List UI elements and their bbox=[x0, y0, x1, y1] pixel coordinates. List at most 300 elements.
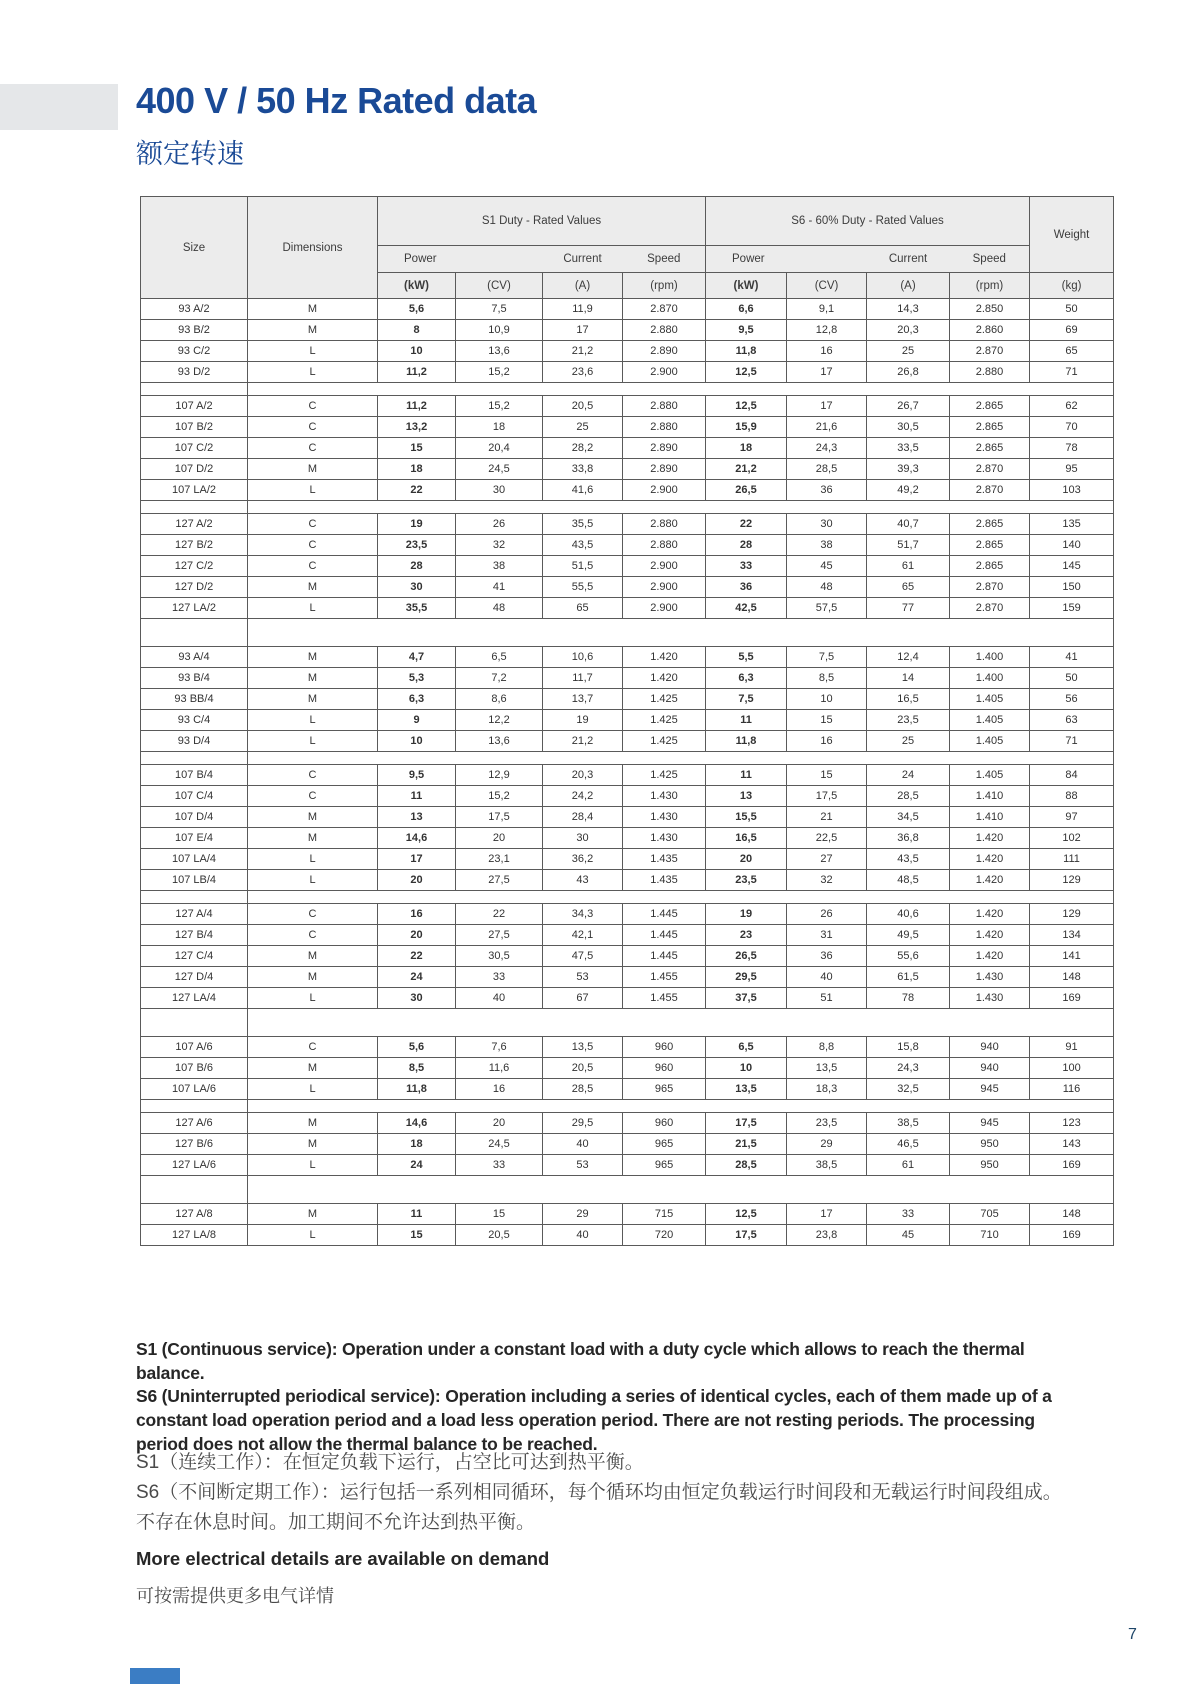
s6-speed-cell: 1.420 bbox=[950, 849, 1030, 870]
separator-cell bbox=[248, 891, 1114, 904]
s1-power-cv-cell: 20,5 bbox=[456, 1225, 543, 1246]
s6-current-cell: 61,5 bbox=[867, 967, 950, 988]
s1-power-cv-cell: 16 bbox=[456, 1079, 543, 1100]
group-separator-row bbox=[141, 619, 1114, 647]
s6-current-cell: 55,6 bbox=[867, 946, 950, 967]
weight-cell: 100 bbox=[1030, 1058, 1114, 1079]
s1-power-kw-cell: 14,6 bbox=[378, 1113, 456, 1134]
dimensions-cell: M bbox=[248, 1204, 378, 1225]
dimensions-cell: C bbox=[248, 396, 378, 417]
separator-cell bbox=[248, 619, 1114, 647]
s6-speed-cell: 2.865 bbox=[950, 438, 1030, 459]
s1-current-cell: 55,5 bbox=[543, 577, 623, 598]
s1-power-kw-cell: 5,3 bbox=[378, 668, 456, 689]
s6-power-cv-cell: 21,6 bbox=[787, 417, 867, 438]
s6-current-cell: 15,8 bbox=[867, 1037, 950, 1058]
s6-power-kw-cell: 19 bbox=[706, 904, 787, 925]
note-s6-chinese: S6（不间断定期工作）：运行包括一系列相同循环，每个循环均由恒定负载运行时间段和无载运行时间段组成。不存在休息时间。加工期间不允许达到热平衡。 bbox=[136, 1482, 1062, 1534]
s1-current-cell: 10,6 bbox=[543, 647, 623, 668]
weight-cell: 123 bbox=[1030, 1113, 1114, 1134]
col-header-s1-speed: Speed bbox=[623, 246, 706, 273]
size-cell: 93 C/4 bbox=[141, 710, 248, 731]
s1-power-cv-cell: 10,9 bbox=[456, 320, 543, 341]
s1-speed-cell: 960 bbox=[623, 1058, 706, 1079]
table-row bbox=[141, 710, 1114, 731]
s1-current-cell: 13,5 bbox=[543, 1037, 623, 1058]
s1-power-cv-cell: 6,5 bbox=[456, 647, 543, 668]
s1-power-kw-cell: 16 bbox=[378, 904, 456, 925]
page-edge-tab bbox=[0, 84, 118, 130]
s6-power-cv-cell: 27 bbox=[787, 849, 867, 870]
size-cell: 127 B/4 bbox=[141, 925, 248, 946]
s1-power-cv-cell: 24,5 bbox=[456, 459, 543, 480]
s6-power-kw-cell: 9,5 bbox=[706, 320, 787, 341]
s1-power-kw-cell: 18 bbox=[378, 459, 456, 480]
size-cell: 127 A/8 bbox=[141, 1204, 248, 1225]
col-header-weight: Weight bbox=[1030, 197, 1114, 273]
dimensions-cell: C bbox=[248, 786, 378, 807]
dimensions-cell: C bbox=[248, 556, 378, 577]
s1-current-cell: 51,5 bbox=[543, 556, 623, 577]
separator-cell bbox=[248, 1100, 1114, 1113]
s1-current-cell: 20,5 bbox=[543, 1058, 623, 1079]
s1-speed-cell: 960 bbox=[623, 1037, 706, 1058]
s6-power-kw-cell: 12,5 bbox=[706, 1204, 787, 1225]
weight-cell: 78 bbox=[1030, 438, 1114, 459]
weight-cell: 169 bbox=[1030, 1225, 1114, 1246]
s6-power-kw-cell: 16,5 bbox=[706, 828, 787, 849]
s1-current-cell: 28,4 bbox=[543, 807, 623, 828]
size-cell: 127 A/2 bbox=[141, 514, 248, 535]
s1-current-cell: 21,2 bbox=[543, 341, 623, 362]
s1-power-kw-cell: 11 bbox=[378, 1204, 456, 1225]
s6-power-cv-cell: 17 bbox=[787, 396, 867, 417]
s6-power-cv-cell: 38,5 bbox=[787, 1155, 867, 1176]
size-cell: 127 A/4 bbox=[141, 904, 248, 925]
s1-power-cv-cell: 48 bbox=[456, 598, 543, 619]
s6-current-cell: 26,7 bbox=[867, 396, 950, 417]
s1-speed-cell: 1.430 bbox=[623, 786, 706, 807]
weight-cell: 56 bbox=[1030, 689, 1114, 710]
s6-power-kw-cell: 42,5 bbox=[706, 598, 787, 619]
s1-power-cv-cell: 41 bbox=[456, 577, 543, 598]
weight-cell: 63 bbox=[1030, 710, 1114, 731]
s6-power-cv-cell: 31 bbox=[787, 925, 867, 946]
s6-speed-cell: 2.865 bbox=[950, 535, 1030, 556]
s1-power-cv-cell: 20,4 bbox=[456, 438, 543, 459]
dimensions-cell: C bbox=[248, 765, 378, 786]
s6-speed-cell: 1.410 bbox=[950, 807, 1030, 828]
s6-current-cell: 25 bbox=[867, 731, 950, 752]
weight-cell: 148 bbox=[1030, 1204, 1114, 1225]
dimensions-cell: M bbox=[248, 299, 378, 320]
s1-power-kw-cell: 10 bbox=[378, 731, 456, 752]
s6-current-cell: 43,5 bbox=[867, 849, 950, 870]
s6-current-cell: 23,5 bbox=[867, 710, 950, 731]
separator-cell bbox=[141, 1009, 248, 1037]
s6-speed-cell: 1.430 bbox=[950, 967, 1030, 988]
table-row bbox=[141, 556, 1114, 577]
s6-current-cell: 24 bbox=[867, 765, 950, 786]
s1-power-cv-cell: 7,2 bbox=[456, 668, 543, 689]
table-row bbox=[141, 1079, 1114, 1100]
s1-power-kw-cell: 22 bbox=[378, 946, 456, 967]
s1-speed-cell: 1.430 bbox=[623, 828, 706, 849]
size-cell: 127 B/6 bbox=[141, 1134, 248, 1155]
s6-speed-cell: 1.405 bbox=[950, 689, 1030, 710]
s6-power-cv-cell: 57,5 bbox=[787, 598, 867, 619]
s6-speed-cell: 940 bbox=[950, 1037, 1030, 1058]
s1-speed-cell: 1.430 bbox=[623, 807, 706, 828]
s1-power-cv-cell: 30 bbox=[456, 480, 543, 501]
s1-power-kw-cell: 19 bbox=[378, 514, 456, 535]
dimensions-cell: L bbox=[248, 598, 378, 619]
dimensions-cell: L bbox=[248, 710, 378, 731]
weight-cell: 134 bbox=[1030, 925, 1114, 946]
s1-power-kw-cell: 9,5 bbox=[378, 765, 456, 786]
s1-power-cv-cell: 24,5 bbox=[456, 1134, 543, 1155]
table-row bbox=[141, 946, 1114, 967]
size-cell: 93 D/4 bbox=[141, 731, 248, 752]
s1-speed-cell: 1.425 bbox=[623, 689, 706, 710]
dimensions-cell: M bbox=[248, 828, 378, 849]
s1-power-kw-cell: 35,5 bbox=[378, 598, 456, 619]
s1-power-cv-cell: 30,5 bbox=[456, 946, 543, 967]
s1-current-cell: 25 bbox=[543, 417, 623, 438]
s6-speed-cell: 1.410 bbox=[950, 786, 1030, 807]
dimensions-cell: L bbox=[248, 480, 378, 501]
s6-power-kw-cell: 21,5 bbox=[706, 1134, 787, 1155]
s6-power-kw-cell: 37,5 bbox=[706, 988, 787, 1009]
size-cell: 107 C/2 bbox=[141, 438, 248, 459]
s1-current-cell: 41,6 bbox=[543, 480, 623, 501]
more-details-chinese: 可按需提供更多电气详情 bbox=[136, 1586, 334, 1606]
s6-current-cell: 38,5 bbox=[867, 1113, 950, 1134]
weight-cell: 91 bbox=[1030, 1037, 1114, 1058]
separator-cell bbox=[248, 1176, 1114, 1204]
s6-current-cell: 26,8 bbox=[867, 362, 950, 383]
s6-current-cell: 30,5 bbox=[867, 417, 950, 438]
s6-current-cell: 33,5 bbox=[867, 438, 950, 459]
s6-speed-cell: 945 bbox=[950, 1113, 1030, 1134]
s6-speed-cell: 1.420 bbox=[950, 904, 1030, 925]
table-row bbox=[141, 1155, 1114, 1176]
size-cell: 93 BB/4 bbox=[141, 689, 248, 710]
s1-speed-cell: 2.870 bbox=[623, 299, 706, 320]
s1-speed-cell: 1.445 bbox=[623, 946, 706, 967]
dimensions-cell: M bbox=[248, 459, 378, 480]
weight-cell: 129 bbox=[1030, 870, 1114, 891]
s1-speed-cell: 2.890 bbox=[623, 438, 706, 459]
dimensions-cell: C bbox=[248, 438, 378, 459]
s6-power-kw-cell: 23,5 bbox=[706, 870, 787, 891]
size-cell: 127 C/4 bbox=[141, 946, 248, 967]
s6-speed-cell: 2.865 bbox=[950, 417, 1030, 438]
s1-current-cell: 40 bbox=[543, 1134, 623, 1155]
table-row bbox=[141, 786, 1114, 807]
s1-current-cell: 17 bbox=[543, 320, 623, 341]
s1-speed-cell: 720 bbox=[623, 1225, 706, 1246]
s1-power-kw-cell: 13 bbox=[378, 807, 456, 828]
s1-speed-cell: 1.425 bbox=[623, 710, 706, 731]
dimensions-cell: M bbox=[248, 1113, 378, 1134]
s6-power-kw-cell: 13,5 bbox=[706, 1079, 787, 1100]
size-cell: 93 D/2 bbox=[141, 362, 248, 383]
size-cell: 107 LA/2 bbox=[141, 480, 248, 501]
s6-current-cell: 77 bbox=[867, 598, 950, 619]
table-row bbox=[141, 1037, 1114, 1058]
s1-speed-cell: 2.900 bbox=[623, 362, 706, 383]
s1-power-kw-cell: 24 bbox=[378, 967, 456, 988]
s1-speed-cell: 1.425 bbox=[623, 765, 706, 786]
size-cell: 107 C/4 bbox=[141, 786, 248, 807]
unit-header-s6-a: (A) bbox=[867, 273, 950, 299]
size-cell: 127 C/2 bbox=[141, 556, 248, 577]
s1-power-cv-cell: 27,5 bbox=[456, 870, 543, 891]
s6-power-kw-cell: 11 bbox=[706, 765, 787, 786]
s6-power-cv-cell: 30 bbox=[787, 514, 867, 535]
size-cell: 127 LA/6 bbox=[141, 1155, 248, 1176]
weight-cell: 145 bbox=[1030, 556, 1114, 577]
s6-power-cv-cell: 13,5 bbox=[787, 1058, 867, 1079]
page-subtitle-chinese: 额定转速 bbox=[136, 139, 244, 169]
dimensions-cell: M bbox=[248, 647, 378, 668]
s1-speed-cell: 2.900 bbox=[623, 598, 706, 619]
weight-cell: 50 bbox=[1030, 668, 1114, 689]
separator-cell bbox=[141, 619, 248, 647]
s1-current-cell: 65 bbox=[543, 598, 623, 619]
dimensions-cell: C bbox=[248, 514, 378, 535]
dimensions-cell: C bbox=[248, 925, 378, 946]
dimensions-cell: M bbox=[248, 807, 378, 828]
s1-speed-cell: 1.455 bbox=[623, 988, 706, 1009]
size-cell: 127 D/2 bbox=[141, 577, 248, 598]
dimensions-cell: C bbox=[248, 904, 378, 925]
s1-power-kw-cell: 11,2 bbox=[378, 362, 456, 383]
dimensions-cell: L bbox=[248, 988, 378, 1009]
dimensions-cell: M bbox=[248, 967, 378, 988]
s1-power-cv-cell: 15,2 bbox=[456, 396, 543, 417]
s6-speed-cell: 2.850 bbox=[950, 299, 1030, 320]
size-cell: 107 B/6 bbox=[141, 1058, 248, 1079]
s1-power-cv-cell: 22 bbox=[456, 904, 543, 925]
group-separator-row bbox=[141, 1009, 1114, 1037]
s1-power-kw-cell: 4,7 bbox=[378, 647, 456, 668]
s1-current-cell: 30 bbox=[543, 828, 623, 849]
s1-power-kw-cell: 11,2 bbox=[378, 396, 456, 417]
s1-speed-cell: 2.880 bbox=[623, 417, 706, 438]
size-cell: 127 A/6 bbox=[141, 1113, 248, 1134]
weight-cell: 116 bbox=[1030, 1079, 1114, 1100]
s6-power-cv-cell: 23,5 bbox=[787, 1113, 867, 1134]
s6-current-cell: 12,4 bbox=[867, 647, 950, 668]
s1-power-cv-cell: 15,2 bbox=[456, 362, 543, 383]
weight-cell: 62 bbox=[1030, 396, 1114, 417]
table-row bbox=[141, 396, 1114, 417]
s6-current-cell: 14,3 bbox=[867, 299, 950, 320]
dimensions-cell: C bbox=[248, 417, 378, 438]
dimensions-cell: L bbox=[248, 362, 378, 383]
s1-power-cv-cell: 40 bbox=[456, 988, 543, 1009]
size-cell: 107 D/2 bbox=[141, 459, 248, 480]
unit-header-weight-kg: (kg) bbox=[1030, 273, 1114, 299]
s6-speed-cell: 1.430 bbox=[950, 988, 1030, 1009]
s1-power-kw-cell: 8 bbox=[378, 320, 456, 341]
s6-power-kw-cell: 23 bbox=[706, 925, 787, 946]
table-row bbox=[141, 598, 1114, 619]
s6-current-cell: 34,5 bbox=[867, 807, 950, 828]
s1-current-cell: 47,5 bbox=[543, 946, 623, 967]
s1-current-cell: 29 bbox=[543, 1204, 623, 1225]
size-cell: 127 LA/8 bbox=[141, 1225, 248, 1246]
table-row bbox=[141, 417, 1114, 438]
table-row bbox=[141, 967, 1114, 988]
weight-cell: 95 bbox=[1030, 459, 1114, 480]
s1-power-cv-cell: 20 bbox=[456, 1113, 543, 1134]
s1-power-kw-cell: 5,6 bbox=[378, 299, 456, 320]
weight-cell: 65 bbox=[1030, 341, 1114, 362]
s1-speed-cell: 2.890 bbox=[623, 341, 706, 362]
s1-current-cell: 36,2 bbox=[543, 849, 623, 870]
s6-power-cv-cell: 32 bbox=[787, 870, 867, 891]
s1-current-cell: 28,5 bbox=[543, 1079, 623, 1100]
s1-current-cell: 20,5 bbox=[543, 396, 623, 417]
s1-current-cell: 40 bbox=[543, 1225, 623, 1246]
s1-power-kw-cell: 15 bbox=[378, 1225, 456, 1246]
group-separator-row bbox=[141, 1176, 1114, 1204]
dimensions-cell: L bbox=[248, 1079, 378, 1100]
s6-current-cell: 40,7 bbox=[867, 514, 950, 535]
s1-current-cell: 67 bbox=[543, 988, 623, 1009]
table-row bbox=[141, 1225, 1114, 1246]
s6-speed-cell: 2.865 bbox=[950, 514, 1030, 535]
s6-speed-cell: 1.420 bbox=[950, 946, 1030, 967]
separator-cell bbox=[248, 1009, 1114, 1037]
s6-current-cell: 16,5 bbox=[867, 689, 950, 710]
table-row bbox=[141, 870, 1114, 891]
s6-power-kw-cell: 15,5 bbox=[706, 807, 787, 828]
s6-power-cv-cell: 8,5 bbox=[787, 668, 867, 689]
s6-power-cv-cell: 12,8 bbox=[787, 320, 867, 341]
s1-power-kw-cell: 18 bbox=[378, 1134, 456, 1155]
table-row bbox=[141, 731, 1114, 752]
weight-cell: 70 bbox=[1030, 417, 1114, 438]
s6-current-cell: 36,8 bbox=[867, 828, 950, 849]
col-header-s6-speed: Speed bbox=[950, 246, 1030, 273]
s1-power-cv-cell: 27,5 bbox=[456, 925, 543, 946]
more-details-english: More electrical details are available on demand bbox=[136, 1548, 550, 1569]
weight-cell: 71 bbox=[1030, 362, 1114, 383]
s1-power-cv-cell: 7,5 bbox=[456, 299, 543, 320]
note-s6-english: S6 (Uninterrupted periodical service): Operation including a series of identical cycles, each of them made up of a constant load operation period and a load less operation period. There are not resting periods. The processing period does not allow the thermal balance to be reached. bbox=[136, 1386, 1052, 1454]
s6-current-cell: 61 bbox=[867, 1155, 950, 1176]
s6-power-kw-cell: 18 bbox=[706, 438, 787, 459]
s6-power-kw-cell: 28,5 bbox=[706, 1155, 787, 1176]
s6-power-kw-cell: 26,5 bbox=[706, 480, 787, 501]
s1-current-cell: 53 bbox=[543, 967, 623, 988]
s6-current-cell: 40,6 bbox=[867, 904, 950, 925]
s6-power-cv-cell: 16 bbox=[787, 341, 867, 362]
s6-current-cell: 65 bbox=[867, 577, 950, 598]
size-cell: 127 LA/4 bbox=[141, 988, 248, 1009]
dimensions-cell: M bbox=[248, 577, 378, 598]
s1-power-kw-cell: 10 bbox=[378, 341, 456, 362]
separator-cell bbox=[248, 501, 1114, 514]
s6-power-cv-cell: 17 bbox=[787, 362, 867, 383]
s6-power-kw-cell: 17,5 bbox=[706, 1225, 787, 1246]
size-cell: 107 LA/6 bbox=[141, 1079, 248, 1100]
dimensions-cell: C bbox=[248, 1037, 378, 1058]
s1-current-cell: 11,7 bbox=[543, 668, 623, 689]
s6-speed-cell: 1.400 bbox=[950, 647, 1030, 668]
s6-power-kw-cell: 29,5 bbox=[706, 967, 787, 988]
s6-power-kw-cell: 21,2 bbox=[706, 459, 787, 480]
s6-power-cv-cell: 17 bbox=[787, 1204, 867, 1225]
s6-power-cv-cell: 21 bbox=[787, 807, 867, 828]
s1-current-cell: 19 bbox=[543, 710, 623, 731]
s6-current-cell: 46,5 bbox=[867, 1134, 950, 1155]
s1-speed-cell: 1.425 bbox=[623, 731, 706, 752]
s1-speed-cell: 1.420 bbox=[623, 668, 706, 689]
s6-power-kw-cell: 11,8 bbox=[706, 731, 787, 752]
weight-cell: 88 bbox=[1030, 786, 1114, 807]
s6-power-cv-cell: 51 bbox=[787, 988, 867, 1009]
dimensions-cell: M bbox=[248, 1134, 378, 1155]
s1-speed-cell: 2.880 bbox=[623, 396, 706, 417]
s1-power-cv-cell: 13,6 bbox=[456, 731, 543, 752]
s1-speed-cell: 2.900 bbox=[623, 577, 706, 598]
s1-speed-cell: 2.900 bbox=[623, 556, 706, 577]
s1-speed-cell: 2.880 bbox=[623, 320, 706, 341]
s1-power-kw-cell: 20 bbox=[378, 870, 456, 891]
table-row bbox=[141, 1134, 1114, 1155]
s1-speed-cell: 1.435 bbox=[623, 849, 706, 870]
s6-speed-cell: 1.405 bbox=[950, 710, 1030, 731]
s6-power-kw-cell: 15,9 bbox=[706, 417, 787, 438]
s1-power-kw-cell: 30 bbox=[378, 577, 456, 598]
s6-speed-cell: 2.880 bbox=[950, 362, 1030, 383]
s6-power-cv-cell: 45 bbox=[787, 556, 867, 577]
weight-cell: 71 bbox=[1030, 731, 1114, 752]
table-row bbox=[141, 299, 1114, 320]
s1-current-cell: 53 bbox=[543, 1155, 623, 1176]
table-row bbox=[141, 341, 1114, 362]
s6-speed-cell: 2.870 bbox=[950, 341, 1030, 362]
table-row bbox=[141, 925, 1114, 946]
s6-power-kw-cell: 10 bbox=[706, 1058, 787, 1079]
table-row bbox=[141, 668, 1114, 689]
s1-speed-cell: 2.890 bbox=[623, 459, 706, 480]
separator-cell bbox=[141, 1100, 248, 1113]
s6-speed-cell: 710 bbox=[950, 1225, 1030, 1246]
s1-power-kw-cell: 23,5 bbox=[378, 535, 456, 556]
note-s1-english: S1 (Continuous service): Operation under a constant load with a duty cycle which allows to reach the thermal balance. bbox=[136, 1339, 1025, 1383]
s1-power-kw-cell: 30 bbox=[378, 988, 456, 1009]
duty-notes-english bbox=[136, 1338, 1058, 1456]
separator-cell bbox=[141, 1176, 248, 1204]
size-cell: 127 D/4 bbox=[141, 967, 248, 988]
col-header-s1-power: Power bbox=[378, 246, 543, 273]
s6-speed-cell: 2.865 bbox=[950, 556, 1030, 577]
s1-current-cell: 33,8 bbox=[543, 459, 623, 480]
s6-power-kw-cell: 17,5 bbox=[706, 1113, 787, 1134]
s6-power-cv-cell: 40 bbox=[787, 967, 867, 988]
table-row bbox=[141, 1113, 1114, 1134]
s6-power-cv-cell: 7,5 bbox=[787, 647, 867, 668]
s6-speed-cell: 940 bbox=[950, 1058, 1030, 1079]
s6-power-cv-cell: 23,8 bbox=[787, 1225, 867, 1246]
unit-header-s6-kw: (kW) bbox=[706, 273, 787, 299]
